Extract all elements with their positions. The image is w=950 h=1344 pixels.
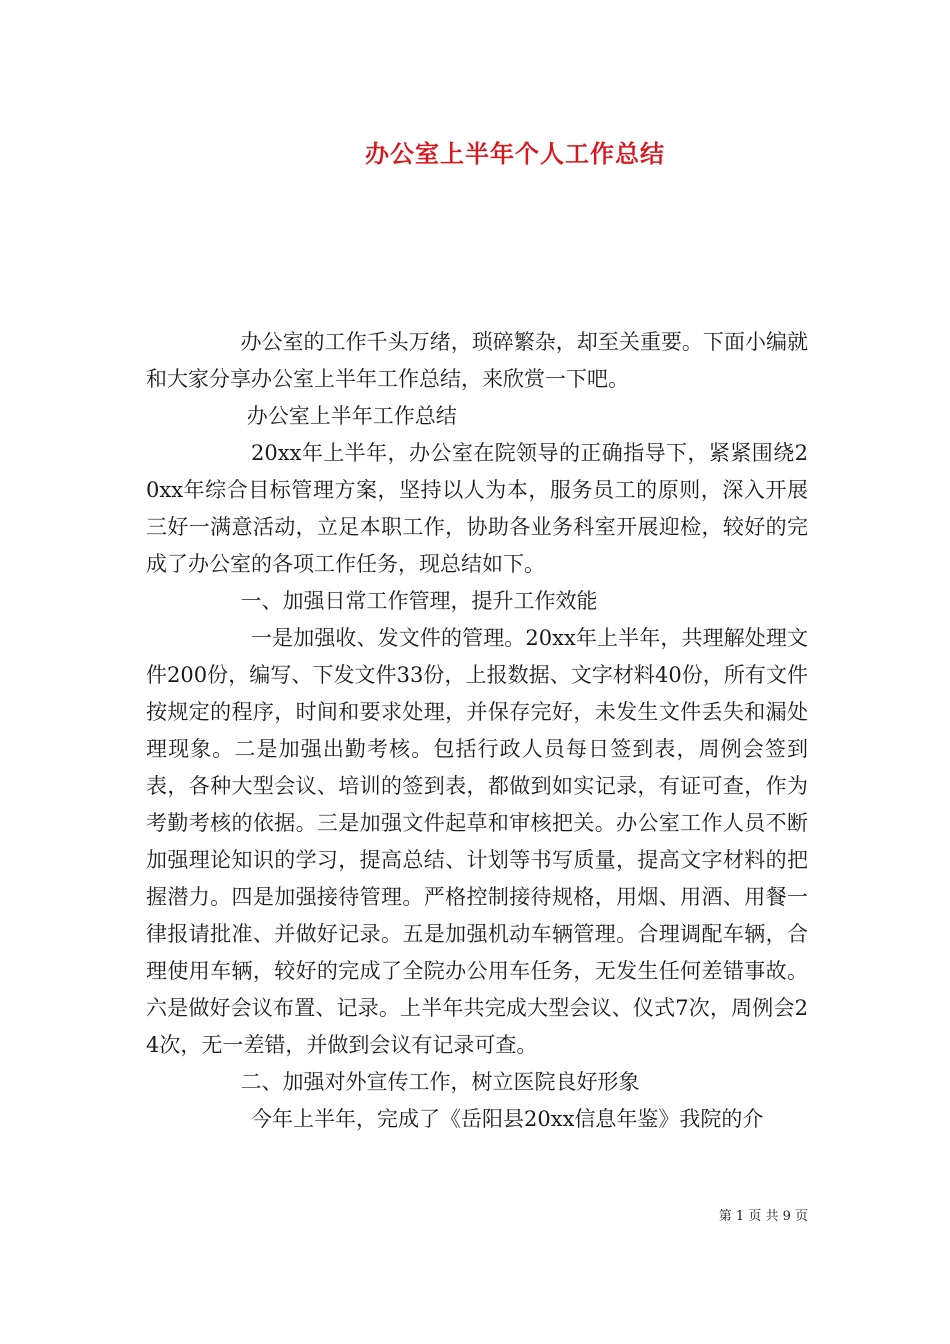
page-number-footer: 第 1 页 共 9 页 (718, 1209, 808, 1224)
section-1-paragraph: 一是加强收、发文件的管理。20xx年上半年，共理解处理文件200份，编写、下发文件33份，上报数据、文字材料40份，所有文件按规定的程序，时间和要求处理，并保存完好，未发生文件丢失和漏处理现象。二是加强出勤考核。包括行政人员每日签到表，周例会签到表，各种大型会议、培训的签到表，都做到如实记录，有证可查，作为考勤考核的依据。三是加强文件起草和审核把关。办公室工作人员不断加强理论知识的学习，提高总结、计划等书写质量，提高文字材料的把握潜力。四是加强接待管理。严格控制接待规格，用烟、用酒、用餐一律报请批准、并做好记录。五是加强机动车辆管理。合理调配车辆，合理使用车辆，较好的完成了全院办公用车任务，无发生任何差错事故。六是做好会议布置、记录。上半年共完成大型会议、仪式7次，周例会24次，无一差错，并做到会议有记录可查。 (146, 626, 808, 1057)
intro-paragraph: 办公室的工作千头万绪，琐碎繁杂，却至关重要。下面小编就和大家分享办公室上半年工作总结，来欣赏一下吧。 (146, 330, 808, 391)
section-heading-1: 一、加强日常工作管理，提升工作效能 (240, 589, 598, 613)
section-2-paragraph: 今年上半年，完成了《岳阳县20xx信息年鉴》我院的介 (251, 1107, 764, 1131)
summary-paragraph: 20xx年上半年，办公室在院领导的正确指导下，紧紧围绕20xx年综合目标管理方案，坚持以人为本，服务员工的原则，深入开展三好一满意活动，立足本职工作，协助各业务科室开展迎检，较好的完成了办公室的各项工作任务，现总结如下。 (146, 441, 808, 576)
document-title: 办公室上半年个人工作总结 (365, 139, 665, 168)
subtitle-heading: 办公室上半年工作总结 (246, 404, 457, 428)
document-body (146, 324, 808, 1138)
section-heading-2: 二、加强对外宣传工作，树立医院良好形象 (240, 1070, 640, 1094)
